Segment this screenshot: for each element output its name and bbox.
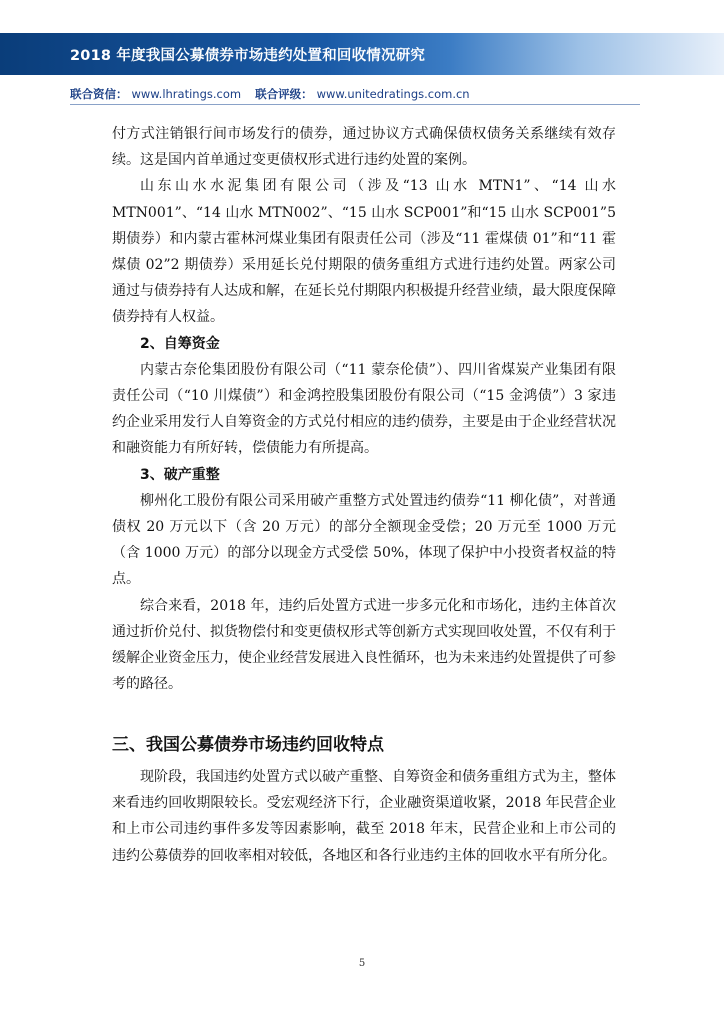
paragraph-debt-restructuring: 山东山水水泥集团有限公司（涉及“13 山水 MTN1”、“14 山水 MTN001”、“14 山水 MTN002”、“15 山水 SCP001”和“15 山水 SCP001”5 期债券）和内蒙古霍林河煤业集团有限责任公司（涉及“11 霍煤债 01”和“11 霍煤债 02”2 期债券）采用延长兑付期限的债务重组方式进行违约处置。两家公司通过与债券持有人达成和解，在延长兑付期限内积极提升经营业绩，最大限度保障债券持有人权益。 bbox=[112, 178, 616, 326]
contact-url-unitedratings[interactable]: www.unitedratings.com.cn bbox=[316, 87, 470, 101]
subheading-self-raised-funds: 2、自筹资金 bbox=[140, 335, 220, 352]
page-number: 5 bbox=[358, 958, 366, 969]
section-heading-recovery-features: 三、我国公募债券市场违约回收特点 bbox=[112, 735, 384, 755]
subheading-bankruptcy-reorganization: 3、破产重整 bbox=[140, 466, 220, 483]
document-title: 2018 年度我国公募债券市场违约处置和回收情况研究 bbox=[70, 48, 426, 64]
paragraph-bankruptcy-reorganization: 柳州化工股份有限公司采用破产重整方式处置违约债券“11 柳化债”，对普通债权 20 万元以下（含 20 万元）的部分全额现金受偿；20 万元至 1000 万元（含 1000 万元）的部分以现金方式受偿 50%，体现了保护中小投资者权益的特点。 bbox=[112, 492, 616, 588]
paragraph-summary: 综合来看，2018 年，违约后处置方式进一步多元化和市场化，违约主体首次通过折价兑付、拟货物偿付和变更债权形式等创新方式实现回收处置，不仅有利于缓解企业资金压力，使企业经营发展进入良性循环，也为未来违约处置提供了可参考的路径。 bbox=[112, 597, 616, 693]
main-content bbox=[112, 121, 616, 697]
section-content bbox=[112, 764, 616, 869]
header-divider bbox=[70, 104, 640, 105]
contact-label-lianhe-zixin: 联合资信： bbox=[70, 87, 128, 101]
contact-url-lhratings[interactable]: www.lhratings.com bbox=[131, 87, 242, 101]
contact-label-lianhe-pingji: 联合评级： bbox=[255, 87, 313, 101]
contact-line bbox=[70, 86, 710, 102]
paragraph-continuation: 付方式注销银行间市场发行的债券，通过协议方式确保债权债务关系继续有效存续。这是国内首单通过变更债权形式进行违约处置的案例。 bbox=[112, 126, 616, 169]
paragraph-recovery-overview: 现阶段，我国违约处置方式以破产重整、自筹资金和债务重组方式为主，整体来看违约回收期限较长。受宏观经济下行，企业融资渠道收紧，2018 年民营企业和上市公司违约事件多发等因素影响，截至 2018 年末，民营企业和上市公司的违约公募债券的回收率相对较低，各地区和各行业违约主体的回收水平有所分化。 bbox=[112, 769, 616, 864]
paragraph-self-raised-funds: 内蒙古奈伦集团股份有限公司（“11 蒙奈伦债”）、四川省煤炭产业集团有限责任公司（“10 川煤债”）和金鸿控股集团股份有限公司（“15 金鸿债”）3 家违约企业采用发行人自筹资金的方式兑付相应的违约债券，主要是由于企业经营状况和融资能力有所好转，偿债能力有所提高。 bbox=[112, 361, 616, 457]
